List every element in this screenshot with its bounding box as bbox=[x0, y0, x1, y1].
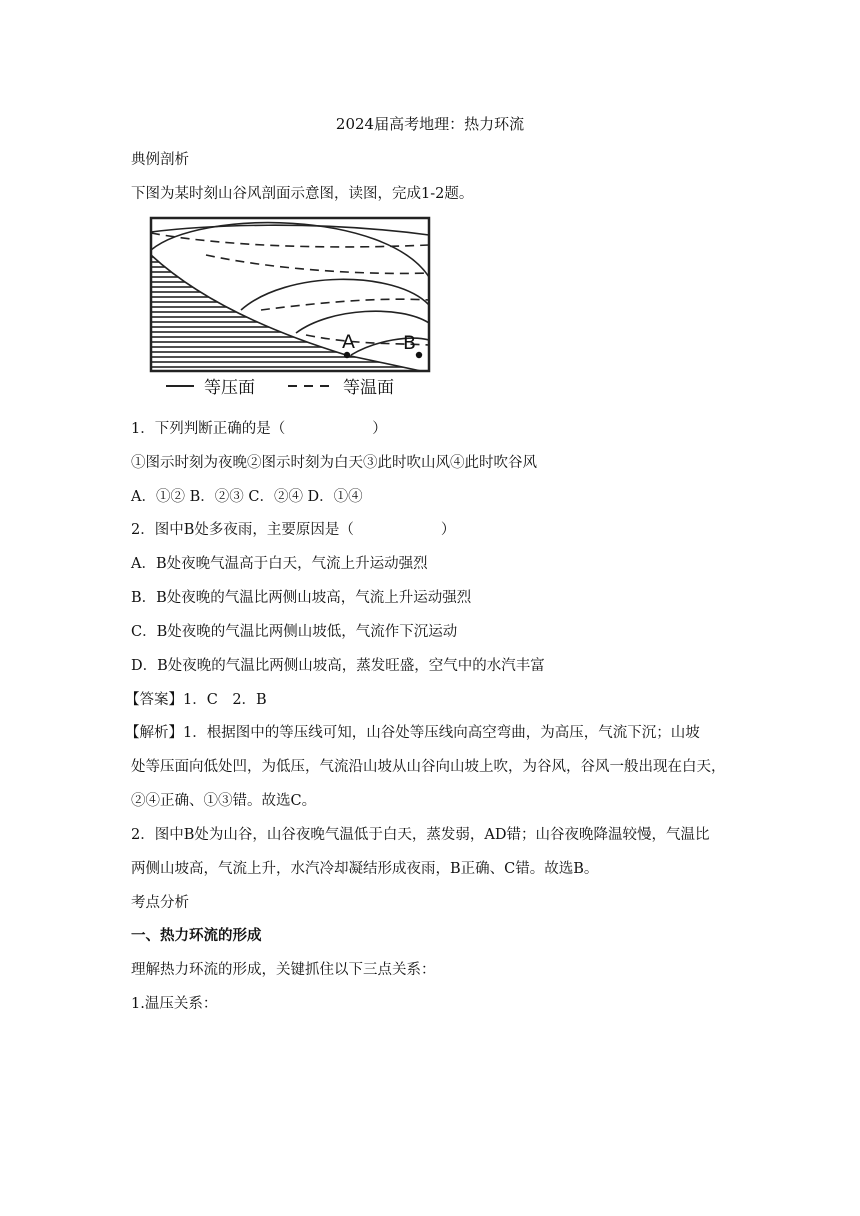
answer-line: 【答案】1．C 2．B bbox=[125, 692, 267, 708]
subheading-temp-pressure: 1.温压关系： bbox=[131, 996, 218, 1012]
intro-text: 下图为某时刻山谷风剖面示意图，读图，完成1-2题。 bbox=[131, 186, 474, 202]
body-text: 理解热力环流的形成，关键抓住以下三点关系： bbox=[131, 962, 436, 978]
explanation-p1-line1: 【解析】1．根据图中的等压线可知，山谷处等压线向高空弯曲，为高压，气流下沉；山坡 bbox=[125, 725, 700, 741]
q2-option-c: C．B处夜晚的气温比两侧山坡低，气流作下沉运动 bbox=[131, 624, 458, 640]
q2-option-d: D．B处夜晚的气温比两侧山坡高，蒸发旺盛，空气中的水汽丰富 bbox=[131, 658, 545, 674]
explanation-p1-line2: 处等压面向低处凹，为低压，气流沿山坡从山谷向山坡上吹，为谷风，谷风一般出现在白天， bbox=[131, 759, 726, 775]
section-example: 典例剖析 bbox=[131, 152, 189, 168]
valley-wind-diagram bbox=[146, 215, 436, 400]
explanation-p2-line2: 两侧山坡高，气流上升，水汽冷却凝结形成夜雨，B正确、C错。故选B。 bbox=[131, 861, 599, 877]
q1-options: A．①② B．②③ C．②④ D．①④ bbox=[131, 489, 363, 505]
valley-wind-svg bbox=[146, 215, 436, 400]
heading-thermal-circulation: 一、热力环流的形成 bbox=[131, 928, 262, 944]
point-b-dot bbox=[416, 352, 422, 358]
document-title: 2024届高考地理：热力环流 bbox=[335, 115, 525, 133]
legend-isotherm-label: 等温面 bbox=[343, 378, 394, 398]
section-analysis: 考点分析 bbox=[131, 895, 189, 911]
explanation-p2-line1: 2．图中B处为山谷，山谷夜晚气温低于白天，蒸发弱，AD错；山谷夜晚降温较慢，气温比 bbox=[131, 827, 710, 843]
q2-option-a: A．B处夜晚气温高于白天，气流上升运动强烈 bbox=[131, 556, 428, 572]
point-a-label: A bbox=[342, 331, 355, 353]
q2-option-b: B．B处夜晚的气温比两侧山坡高，气流上升运动强烈 bbox=[131, 590, 472, 606]
point-b-label: B bbox=[403, 332, 417, 354]
q1-stem: 1．下列判断正确的是（ ） bbox=[131, 421, 387, 437]
q2-stem: 2．图中B处多夜雨，主要原因是（ ） bbox=[131, 522, 456, 538]
q1-statements: ①图示时刻为夜晚②图示时刻为白天③此时吹山风④此时吹谷风 bbox=[131, 455, 537, 471]
legend-isobar-label: 等压面 bbox=[204, 378, 255, 398]
explanation-p1-line3: ②④正确、①③错。故选C。 bbox=[131, 793, 317, 809]
